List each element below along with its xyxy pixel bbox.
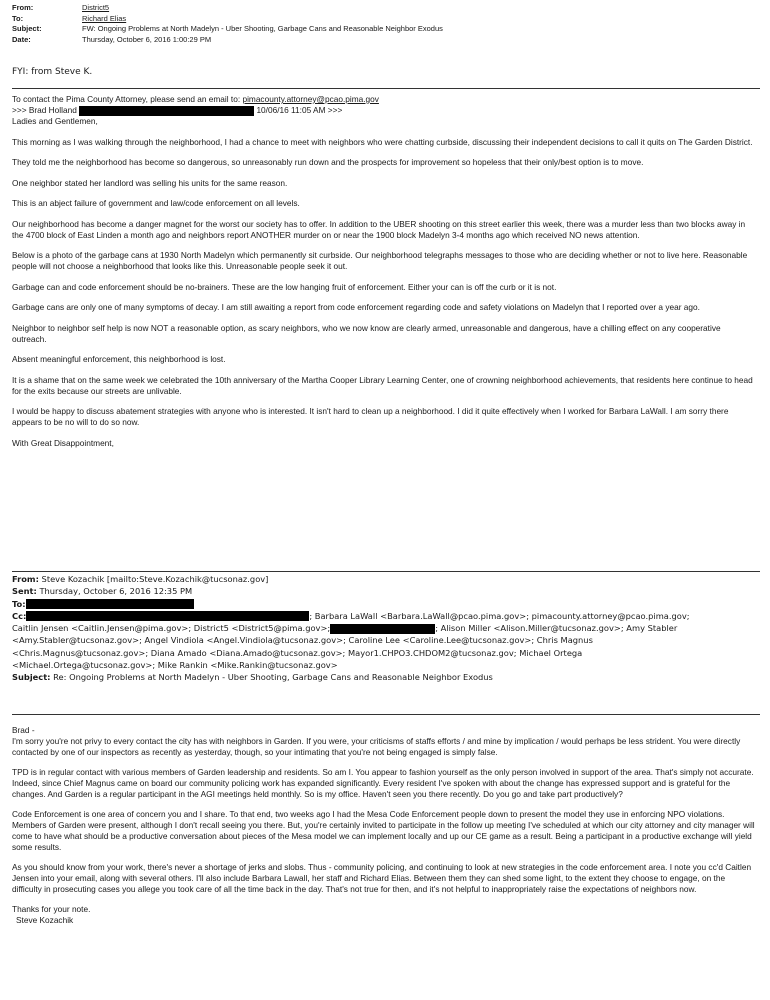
redaction-bar bbox=[26, 611, 309, 621]
paragraph: One neighbor stated her landlord was selling his units for the same reason. bbox=[12, 177, 288, 188]
paragraph: I would be happy to discuss abatement strategies with anyone who is interested. It isn't hard to clean up a neighborhood. I did it quite effectively when I worked for Barbara LaWall. I am sorry there appears to be no will to do so now. bbox=[12, 406, 729, 427]
divider-reply-body bbox=[12, 714, 760, 715]
reply-header: From: Steve Kozachik [mailto:Steve.Kozachik@tucsonaz.gov] Sent: Thursday, October 6, 2016 12:35 PM To: Cc: ; Barbara LaWall <Barbara.LaWall@pcao.pima.gov>; pimacounty.attorney@pcao.pima.gov; Caitlin Jensen <Caitlin.Jensen@pima.gov>; District5 <District5@pima.gov>; ; Alison Miller <Alison.Miller@tucsonaz.gov>; Amy Stabler <Amy.Stabler@tucsonaz.gov>; Angel Vindiola <Angel.Vindiola@tucsonaz.gov>; Caroline Lee <Caroline.Lee@tucsonaz.gov>; Chris Magnus <Chris.Magnus@tucsonaz.gov>; Diana Amado <Diana.Amado@tucsonaz.gov>; Mayor1.CHPO3.CHDOM2@tucsonaz.gov; Michael Ortega <Michael.Ortega@tucsonaz.gov>; Mike Rankin <Mike.Rankin@tucsonaz.gov> Subject: Re: Ongoing Problems at North Madelyn - Uber Shooting, Garbage Cans and Reasonable Neighbor Exodus bbox=[12, 574, 690, 683]
closing: With Great Disappointment, bbox=[12, 437, 114, 448]
email-header bbox=[12, 3, 443, 45]
date-value: Thursday, October 6, 2016 1:00:29 PM bbox=[82, 34, 212, 44]
from-value: District5 bbox=[82, 3, 110, 12]
fyi-note: FYI: from Steve K. bbox=[12, 67, 93, 77]
redaction-bar bbox=[330, 624, 435, 634]
paragraph: I'm sorry you're not privy to every contact the city has with neighbors in Garden. If you were, your criticisms of staffs efforts / and mine by implication / would perhaps be less strident. You were directly contacted by one of our inspectors as recently as yesterday, though, so your intimating that you're not being engaged is simply false. bbox=[12, 736, 741, 757]
contact-line: To contact the Pima County Attorney, please send an email to: pimacounty.attorney@pcao.pima.gov bbox=[12, 94, 379, 104]
forward-from-line: >>> Brad Holland 10/06/16 11:05 AM >>> bbox=[12, 105, 343, 115]
paragraph: Garbage cans are only one of many symptoms of decay. I am still awaiting a report from code enforcement regarding code and safety violations on Madelyn that I reported over a year ago. bbox=[12, 302, 700, 312]
to-value: Richard Elias bbox=[82, 13, 127, 23]
reply-sent: Thursday, October 6, 2016 12:35 PM bbox=[39, 586, 193, 597]
paragraph: Neighbor to neighbor self help is now NOT a reasonable option, as scary neighbors, who we now know are clearly armed, unreasonable and dangerous, have a chilling effect on any cooperative outreach. bbox=[12, 322, 721, 344]
paragraph: Code Enforcement is one area of concern you and I share. To that end, two weeks ago I had the Mesa Code Enforcement people down to present the model they use in enforcing NPO violations. Members of Garden were present, although I don't recall seeing you there. But, you're certainly invited to participate in the follow up meeting I've scheduled at which our city attorney and city manager will come to have what should be a productive conversation about pieces of the Mesa model we can implement locally and up our CE game as a result. Being a participant in a productive exchange will yield some results. bbox=[12, 809, 755, 852]
paragraph: Garbage can and code enforcement should be no-brainers. These are the low hanging fruit of enforcement. Either your can is off the curb or it is not. bbox=[12, 281, 557, 292]
reply-subject: Re: Ongoing Problems at North Madelyn - Uber Shooting, Garbage Cans and Reasonable Neighbor Exodus bbox=[53, 672, 493, 683]
paragraph: It is a shame that on the same week we celebrated the 10th anniversary of the Martha Cooper Library Learning Center, one of crowning neighborhood achievements, that residents here continue to head for the exits because our streets are unlivable. bbox=[12, 374, 753, 396]
paragraph: Absent meaningful enforcement, this neighborhood is lost. bbox=[12, 354, 226, 364]
paragraph: They told me the neighborhood has become so dangerous, so unreasonably run down and the prospects for improvement so hopeless that their only/best option is to move. bbox=[12, 157, 644, 167]
reply-from: Steve Kozachik [mailto:Steve.Kozachik@tucsonaz.gov] bbox=[41, 574, 269, 584]
reply-greeting: Brad - bbox=[12, 725, 35, 735]
paragraph: This is an abject failure of government and law/code enforcement on all levels. bbox=[12, 198, 300, 208]
redaction-bar bbox=[79, 106, 254, 116]
to-label: To: bbox=[12, 13, 24, 23]
reply-body bbox=[12, 725, 757, 926]
subject-value: FW: Ongoing Problems at North Madelyn - Uber Shooting, Garbage Cans and Reasonable Neighbor Exodus bbox=[82, 24, 443, 33]
paragraph: Below is a photo of the garbage cans at 1930 North Madelyn which permanently sit curbside. Our neighborhood telegraphs messages to those who are deciding whether or not to live here. Reasonable people will not choose a neighborhood that looks like this. Unreasonable people seek it out. bbox=[12, 250, 748, 271]
subject-label: Subject: bbox=[12, 24, 42, 33]
greeting: Ladies and Gentlemen, bbox=[12, 116, 98, 126]
from-label: From: bbox=[12, 3, 34, 12]
signature: Steve Kozachik bbox=[16, 915, 74, 925]
paragraph: Our neighborhood has become a danger magnet for the worst our society has to offer. In addition to the UBER shooting on this street earlier this week, there was a murder less than two blocks away in the 4700 block of East Linden a month ago and neighbors report ANOTHER murder on or near the 1900 block Madelyn 3-4 months ago which received NO news attention. bbox=[12, 218, 746, 240]
divider-reply bbox=[12, 571, 760, 572]
paragraph: This morning as I was walking through the neighborhood, I had a chance to meet with neighbors who were chatting curbside, discussing their independent decisions to call it quits on The Garden District. bbox=[12, 136, 753, 147]
thanks-line: Thanks for your note. bbox=[12, 904, 91, 914]
divider-top bbox=[12, 88, 760, 89]
paragraph: TPD is in regular contact with various members of Garden leadership and residents. So am I. You appear to fashion yourself as the only person involved in support of the area. That's simply not accurate. Indeed, since Chief Magnus came on board our community policing work has expanded significantly. Every resident I've spoken with about the change has expressed support and is grateful for the changes. And Garden is a regular participant in the AGI meetings held monthly. So is my office. Haven't seen you there recently. Do you go and take part productively? bbox=[12, 767, 754, 799]
redaction-bar bbox=[26, 599, 194, 609]
original-email-body bbox=[12, 94, 757, 458]
contact-email-link[interactable]: pimacounty.attorney@pcao.pima.gov bbox=[242, 94, 379, 104]
cc-list: ; Barbara LaWall <Barbara.LaWall@pcao.pima.gov>; pimacounty.attorney@pcao.pima.gov; bbox=[309, 610, 690, 621]
paragraph: As you should know from your work, there's never a shortage of jerks and slobs. Thus - community policing, and continuing to look at new strategies in the code enforcement area. I note you cc'd Caitlen Jensen into your email, along with several others. I'll also include Barbara Lawall, her staff and Richard Elias. Between them they can shed some light, to the extent they choose to engage, on the difficulty in prosecuting cases you allege you took care of all the time back in the day. That's not true for then, and it's not helpful to inappropriately raise the expectations of neighbors now. bbox=[12, 862, 752, 894]
date-label: Date: bbox=[12, 34, 31, 44]
